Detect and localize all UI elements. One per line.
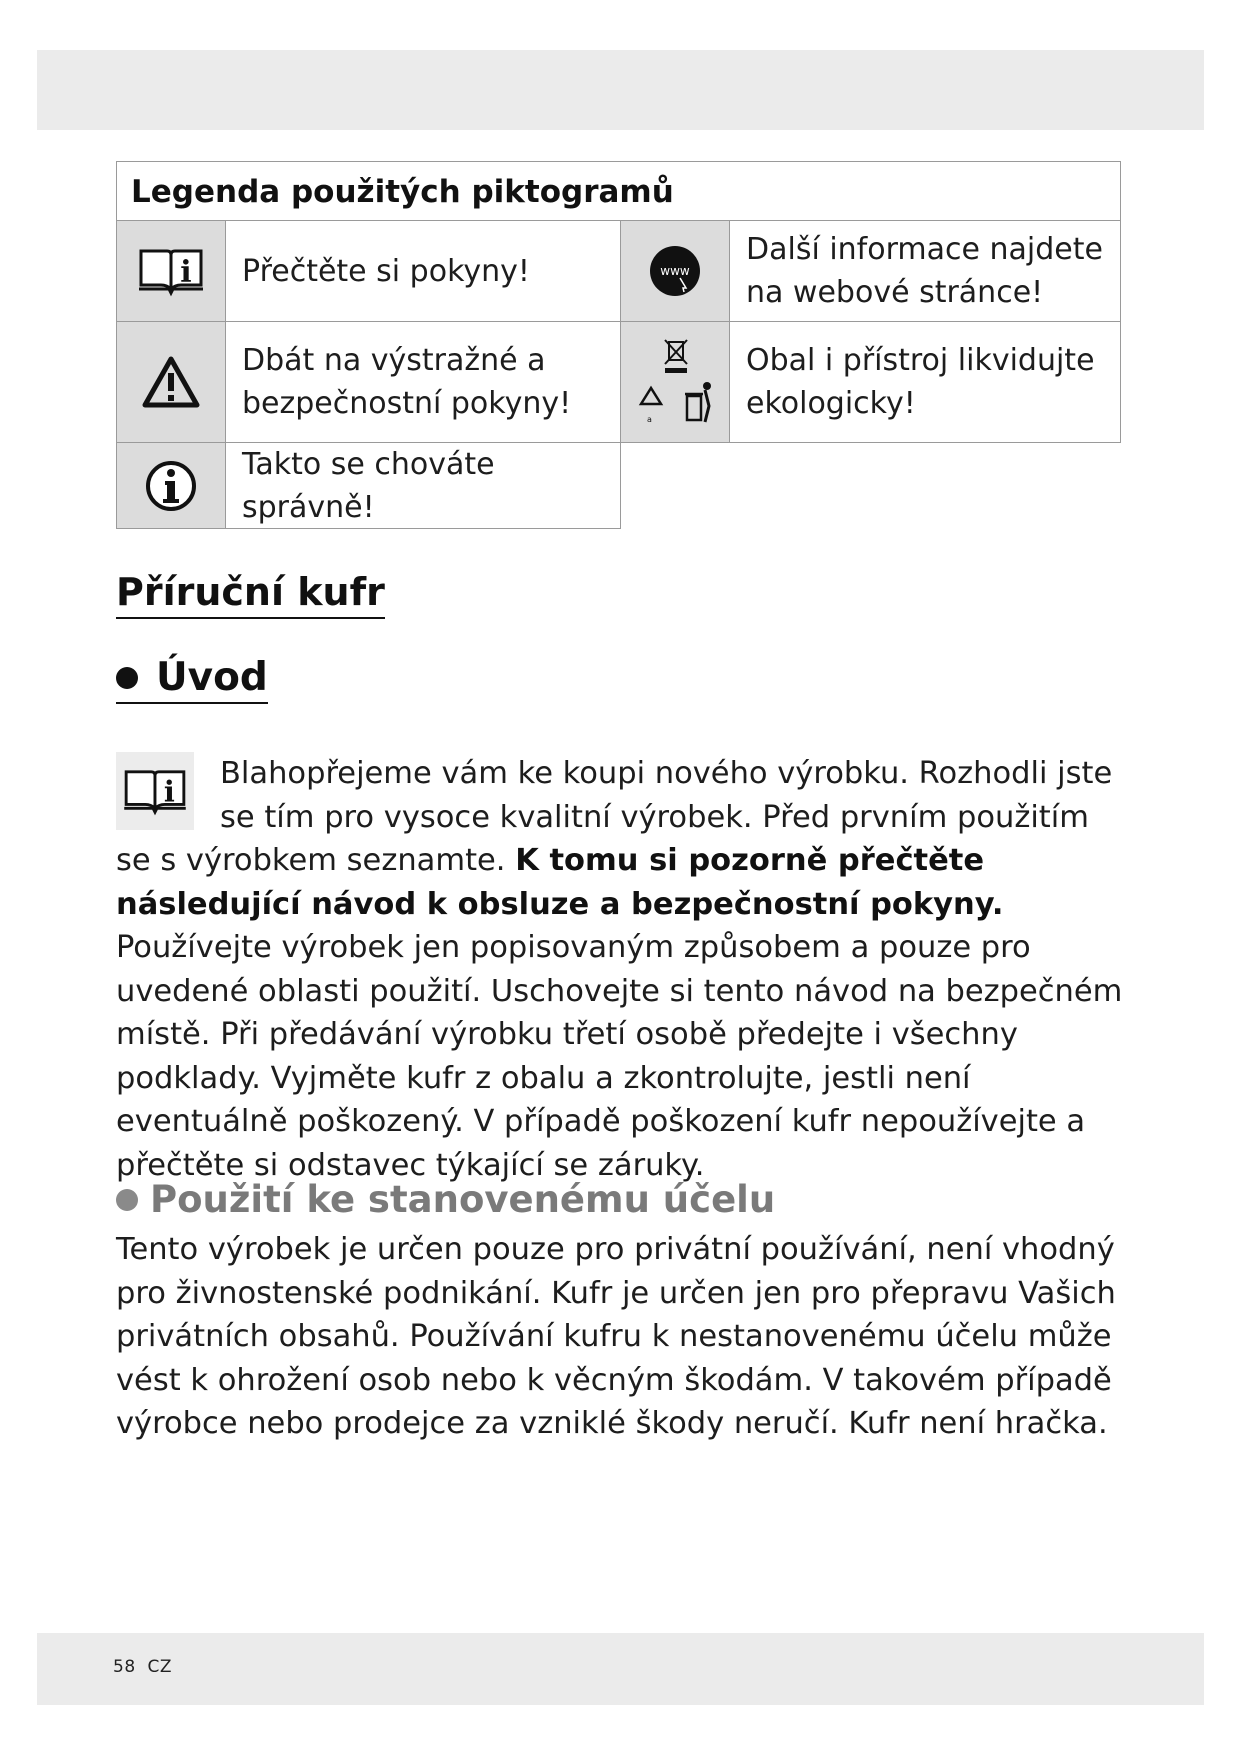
section-title: Úvod <box>156 655 268 700</box>
section-title: Použití ke stanovenému účelu <box>150 1178 776 1221</box>
legend-text: Další informace najdete na webové stránce! <box>729 220 1121 322</box>
www-icon <box>648 244 702 298</box>
svg-text:i: i <box>180 255 192 290</box>
svg-text:a: a <box>647 415 652 424</box>
warning-triangle-icon <box>141 355 201 409</box>
book-info-icon <box>116 752 194 830</box>
legend-icon-cell <box>116 220 226 322</box>
legend-text: Takto se chováte správně! <box>225 442 621 529</box>
usage-paragraph: Tento výrobek je určen pouze pro privátní používání, není vhodný pro živnostenské podnikání. Kufr je určen jen pro přepravu Vašich privátních obsahů. Používání kufru k nestanovenému účelu může vést k ohrožení osob nebo k věcným škodám. V takovém případě výrobce nebo prodejce za vzniklé škody neručí. Kufr není hračka. <box>116 1232 1116 1441</box>
bullet-icon <box>116 667 138 689</box>
book-info-icon <box>137 245 205 297</box>
intro-text: Blahopřejeme vám ke koupi nového výrobku. Rozhodli jste se tím pro vysoce kvalitní výrobek. Před prvním použitím se s výrobkem seznamte. <box>116 756 1113 878</box>
intro-paragraph <box>116 752 1126 1187</box>
legend-icon-cell <box>116 442 226 529</box>
header-band <box>37 50 1204 130</box>
section-heading <box>116 1178 775 1221</box>
intro-bold-text: K tomu si pozorně přečtěte následující návod k obsluze a bezpečnostní pokyny. <box>116 843 1004 922</box>
footer-band <box>37 1633 1204 1705</box>
legend-title: Legenda použitých piktogramů <box>116 161 1121 221</box>
page-number: 58 <box>113 1657 136 1677</box>
legend-text: Obal i přístroj likvidujte ekologicky! <box>729 321 1121 443</box>
pictogram-legend <box>116 161 1123 533</box>
section-heading <box>116 655 268 704</box>
svg-text:i: i <box>163 774 175 809</box>
legend-icon-cell <box>620 321 730 443</box>
bullet-icon <box>116 1189 138 1211</box>
legend-icon-cell <box>116 321 226 443</box>
page-footer <box>113 1657 172 1677</box>
language-code: CZ <box>147 1657 172 1677</box>
legend-text: Dbát na výstražné a bezpečnostní pokyny! <box>225 321 621 443</box>
intro-text-continued: Používejte výrobek jen popisovaným způsobem a pouze pro uvedené oblasti použití. Uschovejte si tento návod na bezpečném místě. Při předávání výrobku třetí osobě předejte i všechny podklady. Vyjměte kufr z obalu a zkontrolujte, jestli není eventuálně poškozený. V případě poškození kufr nepoužívejte a přečtěte si odstavec týkající se záruky. <box>116 930 1123 1183</box>
page-title: Příruční kufr <box>116 570 385 619</box>
recycling-disposal-icon <box>635 334 715 430</box>
svg-text:www: www <box>660 264 690 278</box>
info-circle-icon <box>144 459 198 513</box>
legend-icon-cell <box>620 220 730 322</box>
legend-text: Přečtěte si pokyny! <box>225 220 621 322</box>
